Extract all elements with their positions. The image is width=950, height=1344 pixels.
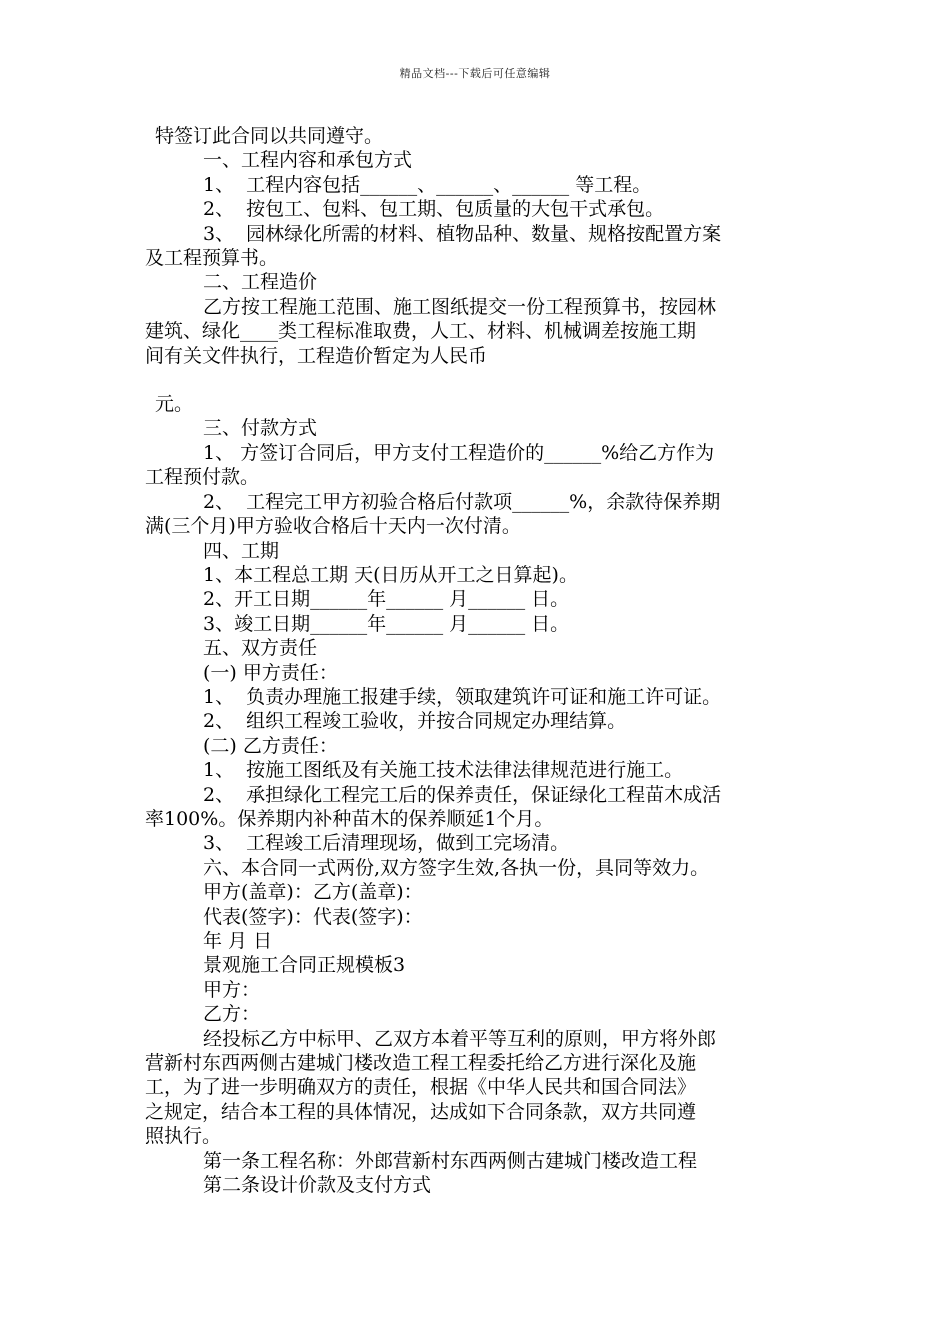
blank-line: [145, 368, 810, 392]
party-a-line: 甲方：: [203, 978, 261, 1001]
text-line: 3、 园林绿化所需的材料、植物品种、数量、规格按配置方案: [203, 222, 722, 245]
page-header: 精品文档---下载后可任意编辑: [399, 67, 551, 80]
subsection-heading: (二) 乙方责任：: [203, 734, 338, 757]
section-heading: 二、工程造价: [203, 271, 318, 294]
text-line: 1、本工程总工期 天(日历从开工之日算起)。: [203, 563, 578, 586]
text-line: 2、 承担绿化工程完工后的保养责任，保证绿化工程苗木成活: [203, 783, 722, 806]
text-line: 1、 工程内容包括______、______、______ 等工程。: [203, 173, 652, 196]
section-heading: 五、双方责任: [203, 637, 318, 660]
text-line: 间有关文件执行，工程造价暂定为人民币: [145, 344, 488, 367]
text-line: 经投标乙方中标甲、乙双方本着平等互利的原则，甲方将外郎: [203, 1027, 717, 1050]
text-line: 1、 方签订合同后，甲方支付工程造价的______%给乙方作为: [203, 441, 715, 464]
section-heading: 三、付款方式: [203, 417, 318, 440]
text-line: 工，为了进一步明确双方的责任，根据《中华人民共和国合同法》: [145, 1076, 697, 1099]
subsection-heading: (一) 甲方责任：: [203, 661, 338, 684]
article-heading: 第二条设计价款及支付方式: [203, 1174, 432, 1197]
text-line: 1、 负责办理施工报建手续，领取建筑许可证和施工许可证。: [203, 685, 722, 708]
text-line: 2、 组织工程竣工验收，并按合同规定办理结算。: [203, 710, 627, 733]
text-line: 照执行。: [145, 1125, 222, 1148]
article-heading: 第一条工程名称：外郎营新村东西两侧古建城门楼改造工程: [203, 1149, 698, 1172]
text-line: 2、开工日期______年______ 月______ 日。: [203, 588, 570, 611]
document-body: [145, 124, 810, 1197]
text-line: 元。: [155, 393, 194, 416]
text-line: 之规定，结合本工程的具体情况，达成如下合同条款，双方共同遵: [145, 1100, 697, 1123]
date-line: 年 月 日: [203, 930, 273, 952]
text-line: 满(三个月)甲方验收合格后十天内一次付清。: [145, 515, 521, 538]
text-line: 2、 按包工、包料、包工期、包质量的大包干式承包。: [203, 198, 665, 221]
text-line: 3、竣工日期______年______ 月______ 日。: [203, 612, 570, 635]
text-line: 乙方按工程施工范围、施工图纸提交一份工程预算书，按园林: [203, 295, 717, 318]
text-line: 工程预付款。: [145, 466, 260, 489]
section-heading: 四、工期: [203, 539, 280, 562]
party-b-line: 乙方：: [203, 1003, 261, 1026]
text-line: 2、 工程完工甲方初验合格后付款项______%，余款待保养期: [203, 490, 721, 513]
text-line: 特签订此合同以共同遵守。: [155, 125, 384, 147]
signature-line: 甲方(盖章)：乙方(盖章)：: [203, 881, 423, 904]
section-heading: 一、工程内容和承包方式: [203, 149, 413, 172]
text-line: 率100%。保养期内补种苗木的保养顺延1个月。: [145, 807, 554, 830]
text-line: 1、 按施工图纸及有关施工技术法律法律规范进行施工。: [203, 759, 684, 782]
template-title: 景观施工合同正规模板3: [203, 954, 406, 977]
text-line: 营新村东西两侧古建城门楼改造工程工程委托给乙方进行深化及施: [145, 1052, 697, 1075]
text-line: 六、本合同一式两份,双方签字生效,各执一份，具同等效力。: [203, 856, 710, 879]
text-line: 3、 工程竣工后清理现场，做到工完场清。: [203, 832, 570, 855]
signature-line: 代表(签字)：代表(签字)：: [203, 905, 423, 928]
text-line: 建筑、绿化____类工程标准取费，人工、材料、机械调差按施工期: [145, 320, 697, 343]
text-line: 及工程预算书。: [145, 247, 279, 270]
